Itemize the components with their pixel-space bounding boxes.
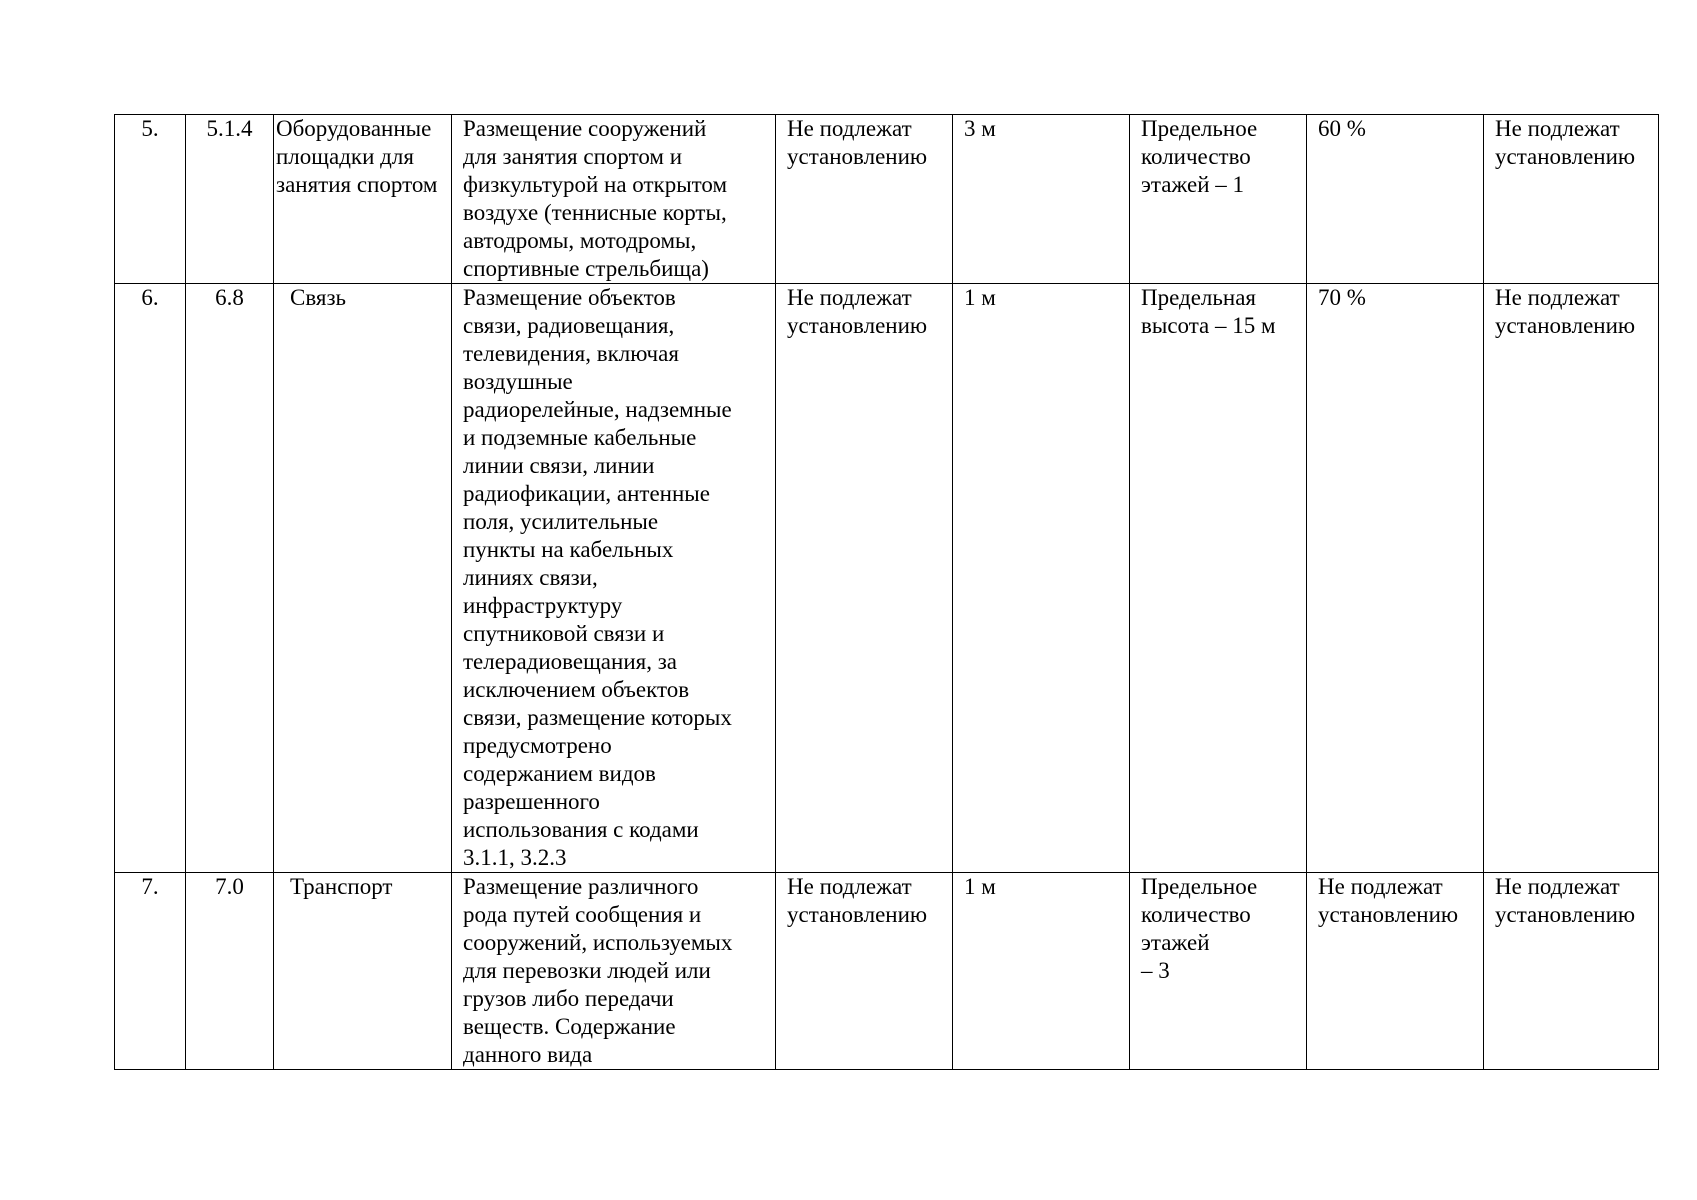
table-row <box>115 115 1659 284</box>
description-cell <box>452 284 776 873</box>
parameter-value: Не подлежат установлению <box>787 874 928 927</box>
coverage-value: Не подлежат установлению <box>1318 874 1459 927</box>
row-number: 7. <box>141 874 159 899</box>
parameter-cell <box>776 873 953 1070</box>
row-number: 6. <box>141 285 159 310</box>
use-description: Размещение различного рода путей сообщения и сооружений, используемых для перевозки людей или грузов либо передачи веществ. Содержание данного вида <box>463 874 733 1067</box>
use-name: Связь <box>290 285 347 310</box>
other-parameter-cell <box>1484 873 1659 1070</box>
row-number-cell <box>115 873 186 1070</box>
setback-cell <box>953 873 1130 1070</box>
parameter-value: Не подлежат установлению <box>787 285 928 338</box>
use-code: 7.0 <box>215 874 244 899</box>
coverage-value: 70 % <box>1318 285 1366 310</box>
other-parameter-cell <box>1484 115 1659 284</box>
other-parameter-value: Не подлежат установлению <box>1495 116 1636 169</box>
coverage-cell <box>1307 284 1484 873</box>
land-use-table <box>114 114 1659 1070</box>
height-limit-cell <box>1130 873 1307 1070</box>
parameter-value: Не подлежат установлению <box>787 116 928 169</box>
coverage-value: 60 % <box>1318 116 1366 141</box>
code-cell <box>186 873 274 1070</box>
parameter-cell <box>776 284 953 873</box>
use-name: Оборудованные площадки для занятия спортом <box>276 116 438 197</box>
height-limit-value: Предельная высота – 15 м <box>1141 285 1276 338</box>
other-parameter-value: Не подлежат установлению <box>1495 285 1636 338</box>
height-limit-cell <box>1130 284 1307 873</box>
table-row <box>115 284 1659 873</box>
coverage-cell <box>1307 873 1484 1070</box>
code-cell <box>186 284 274 873</box>
use-description: Размещение объектов связи, радиовещания, телевидения, включая воздушные радиорелейные, надземные и подземные кабельные линии связи, линии радиофикации, антенные поля, усилительные пункты на кабельных линиях связи, инфраструктуру спутниковой связи и телерадиовещания, за исключением объектов связи, размещение которых предусмотрено содержанием видов разрешенного использования с кодами 3.1.1, 3.2.3 <box>463 285 732 870</box>
description-cell <box>452 873 776 1070</box>
code-cell <box>186 115 274 284</box>
use-name: Транспорт <box>290 874 393 899</box>
use-code: 6.8 <box>215 285 244 310</box>
setback-cell <box>953 284 1130 873</box>
use-description: Размещение сооружений для занятия спортом и физкультурой на открытом воздухе (теннисные корты, автодромы, мотодромы, спортивные стрельбища) <box>463 116 728 281</box>
row-number-cell <box>115 115 186 284</box>
other-parameter-value: Не подлежат установлению <box>1495 874 1636 927</box>
name-cell <box>274 284 452 873</box>
row-number: 5. <box>141 116 159 141</box>
parameter-cell <box>776 115 953 284</box>
height-limit-value: Предельное количество этажей – 1 <box>1141 116 1258 197</box>
setback-value: 1 м <box>964 285 996 310</box>
setback-value: 1 м <box>964 874 996 899</box>
setback-value: 3 м <box>964 116 996 141</box>
height-limit-cell <box>1130 115 1307 284</box>
table-row <box>115 873 1659 1070</box>
other-parameter-cell <box>1484 284 1659 873</box>
name-cell <box>274 873 452 1070</box>
row-number-cell <box>115 284 186 873</box>
height-limit-value: Предельное количество этажей – 3 <box>1141 874 1258 983</box>
coverage-cell <box>1307 115 1484 284</box>
name-cell <box>274 115 452 284</box>
use-code: 5.1.4 <box>206 116 253 141</box>
description-cell <box>452 115 776 284</box>
setback-cell <box>953 115 1130 284</box>
